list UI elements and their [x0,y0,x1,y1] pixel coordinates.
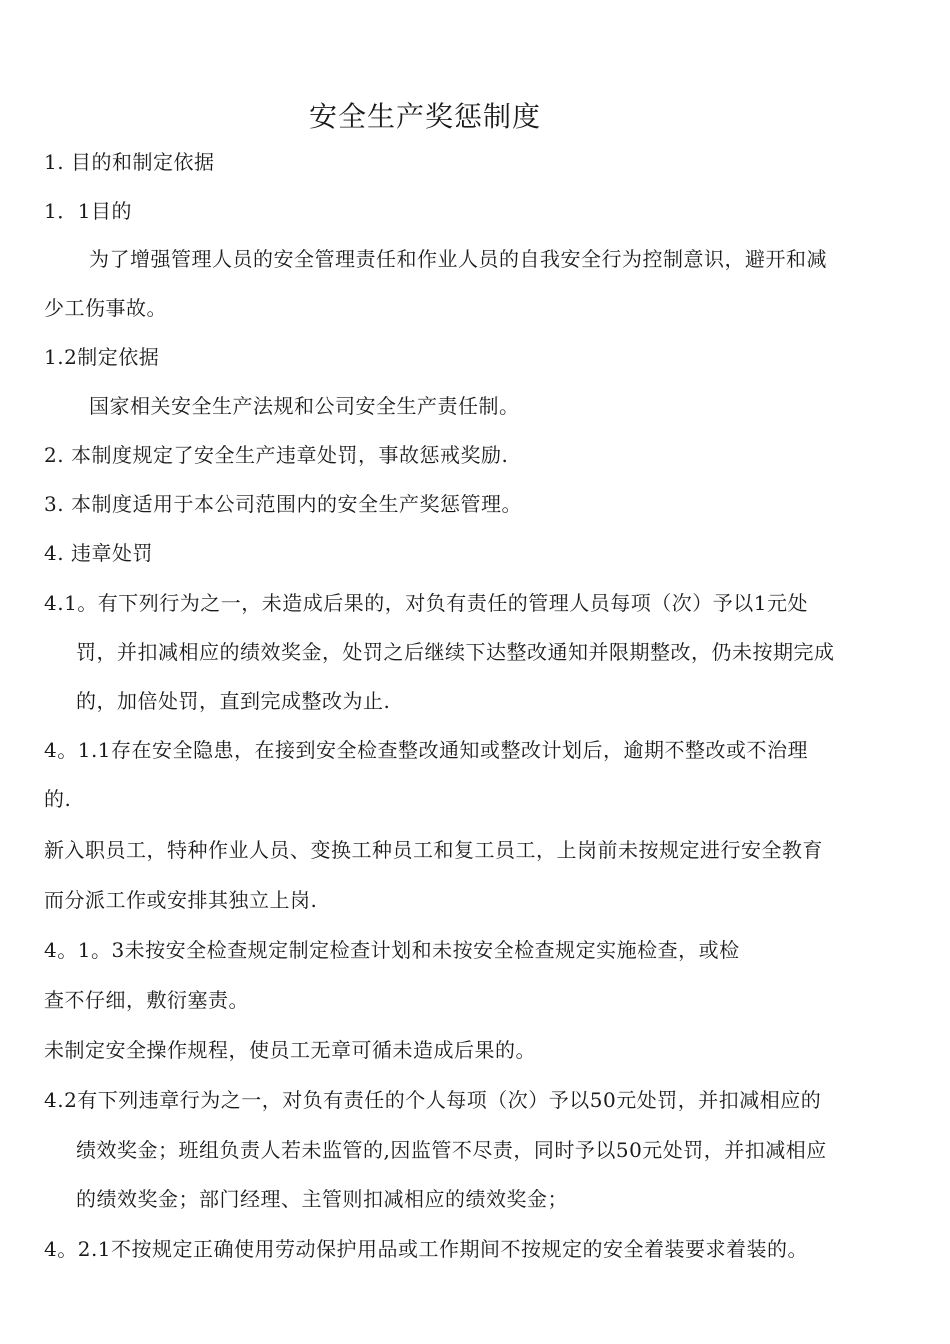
paragraph-line: 未制定安全操作规程，使员工无章可循未造成后果的。 [44,1038,536,1062]
section-heading: 1. 目的和制定依据 [44,150,215,174]
paragraph-line: 国家相关安全生产法规和公司安全生产责任制。 [89,394,520,418]
paragraph-line: 4.1。有下列行为之一，未造成后果的，对负有责任的管理人员每项（次）予以1元处 [44,591,809,615]
section-heading: 1．1目的 [44,199,132,223]
section-heading: 4. 违章处罚 [44,541,153,565]
paragraph-line: 4。1.1存在安全隐患，在接到安全检查整改通知或整改计划后，逾期不整改或不治理 [44,738,809,762]
paragraph-line: 3. 本制度适用于本公司范围内的安全生产奖惩管理。 [44,492,522,516]
paragraph-line: 罚，并扣减相应的绩效奖金，处罚之后继续下达整改通知并限期整改，仍未按期完成 [76,640,835,664]
paragraph-line: 4。1。3未按安全检查规定制定检查计划和未按安全检查规定实施检查，或检 [44,938,740,962]
section-heading: 1.2制定依据 [44,345,160,369]
paragraph-line: 绩效奖金；班组负责人若未监管的,因监管不尽责，同时予以50元处罚，并扣减相应 [76,1138,827,1162]
paragraph-line: 查不仔细，敷衍塞责。 [44,988,249,1012]
paragraph-line: 的绩效奖金；部门经理、主管则扣减相应的绩效奖金； [76,1187,568,1211]
paragraph-line: 2. 本制度规定了安全生产违章处罚，事故惩戒奖励. [44,443,509,467]
page-title: 安全生产奖惩制度 [308,100,541,133]
paragraph-line: 新入职员工，特种作业人员、变换工种员工和复工员工，上岗前未按规定进行安全教育 [44,838,823,862]
paragraph-line: 少工伤事故。 [44,296,167,320]
paragraph-line: 而分派工作或安排其独立上岗. [44,888,318,912]
paragraph-line: 4.2有下列违章行为之一，对负有责任的个人每项（次）予以50元处罚，并扣减相应的 [44,1088,822,1112]
paragraph-line: 为了增强管理人员的安全管理责任和作业人员的自我安全行为控制意识，避开和减 [89,247,827,271]
paragraph-line: 的，加倍处罚，直到完成整改为止. [76,689,391,713]
paragraph-line: 的. [44,787,72,811]
paragraph-line: 4。2.1不按规定正确使用劳动保护用品或工作期间不按规定的安全着装要求着装的。 [44,1237,809,1261]
